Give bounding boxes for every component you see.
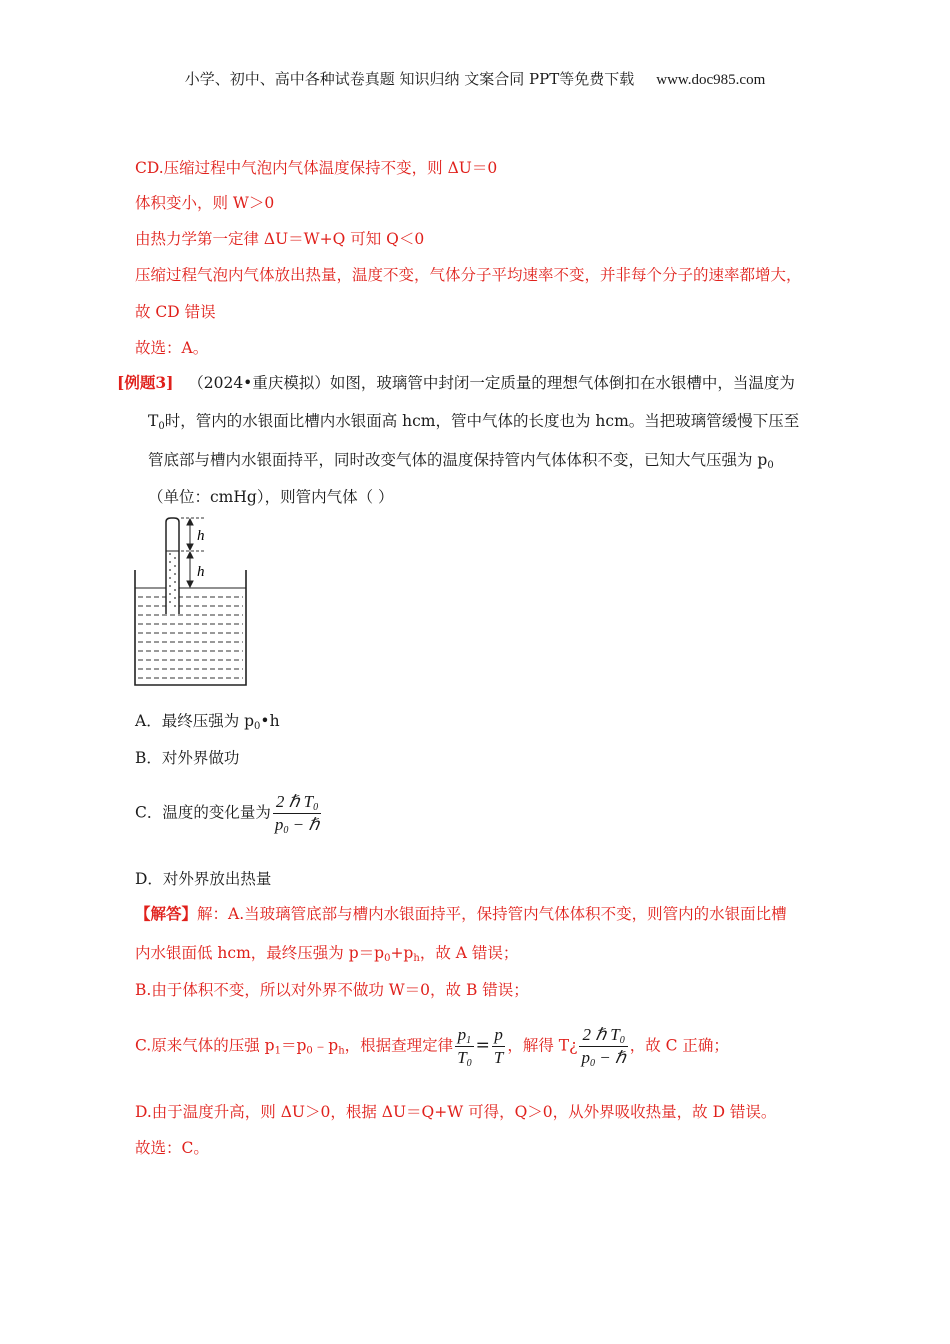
result-fraction bbox=[579, 1025, 627, 1068]
charles-law-fraction-1 bbox=[455, 1025, 473, 1068]
fraction-denominator: p bbox=[274, 815, 284, 834]
fraction-numerator: 2 ℏ T bbox=[275, 792, 314, 811]
symbol-t: T bbox=[148, 412, 159, 430]
answer-text-4d: ，根据查理定律 bbox=[344, 1036, 454, 1055]
answer-tag: 【解答】 bbox=[135, 904, 198, 923]
prev-solution-line-4: 压缩过程气泡内气体放出热量，温度不变，气体分子平均速率不变，并非每个分子的速率都增大， bbox=[135, 266, 802, 284]
answer-text-4f: ，故 C 正确； bbox=[629, 1036, 729, 1055]
option-c[interactable] bbox=[135, 792, 323, 835]
subscript-0: 0 bbox=[466, 1058, 472, 1069]
trough-mercury-hatch bbox=[138, 597, 243, 678]
prev-solution-line-5: 故 CD 错误 bbox=[135, 303, 216, 321]
option-d[interactable]: D．对外界放出热量 bbox=[135, 870, 272, 888]
answer-text-2b: +p bbox=[390, 944, 414, 962]
subscript-0: 0 bbox=[589, 1058, 595, 1069]
fraction-numerator: 2 ℏ T bbox=[582, 1025, 620, 1044]
option-c-text: C．温度的变化量为 bbox=[135, 803, 271, 822]
answer-line-3: B.由于体积不变，所以对外界不做功 W＝0，故 B 错误； bbox=[135, 981, 529, 999]
example-line-1 bbox=[117, 373, 795, 393]
subscript-0: 0 bbox=[619, 1035, 625, 1046]
example-text-3: 管底部与槽内水银面持平，同时改变气体的温度保持管内气体体积不变，已知大气压强为 p bbox=[148, 451, 768, 469]
answer-text-2c: ，故 A 错误； bbox=[419, 944, 519, 962]
fraction-denominator: T bbox=[457, 1048, 467, 1067]
example-line-4: （单位：cmHg），则管内气体（ ） bbox=[148, 488, 394, 506]
subscript-0: 0 bbox=[313, 802, 319, 813]
dimension-arrows bbox=[187, 519, 193, 587]
subscript-1: 1 bbox=[466, 1035, 472, 1046]
option-a-text: A．最终压强为 p bbox=[135, 712, 255, 730]
subscript-0: 0 bbox=[254, 721, 261, 732]
answer-text-2a: 内水银面低 hcm，最终压强为 p＝p bbox=[135, 944, 385, 962]
label-h-top: h bbox=[197, 528, 205, 544]
subscript-0: 0 bbox=[384, 953, 391, 964]
subscript-0: 0 bbox=[283, 825, 289, 836]
header-url[interactable]: www.doc985.com bbox=[656, 72, 766, 88]
fraction-denominator-rest: − ℏ bbox=[288, 815, 320, 834]
header-text: 小学、初中、高中各种试卷真题 知识归纳 文案合同 PPT等免费下载 bbox=[184, 70, 635, 88]
option-c-fraction bbox=[273, 792, 321, 835]
answer-text-1: 解：A.当玻璃管底部与槽内水银面持平，保持管内气体体积不变，则管内的水银面比槽 bbox=[197, 905, 787, 923]
glass-tube bbox=[166, 518, 179, 614]
subscript-0: 0 bbox=[158, 421, 165, 432]
fraction-numerator: p bbox=[494, 1025, 503, 1044]
prev-solution-line-3: 由热力学第一定律 ΔU＝W+Q 可知 Q＜0 bbox=[135, 230, 425, 248]
answer-line-6: 故选：C。 bbox=[135, 1139, 209, 1157]
option-a-suffix: •h bbox=[260, 712, 280, 730]
answer-text-4b: ＝p bbox=[280, 1036, 307, 1055]
subscript-0: 0 bbox=[767, 460, 774, 471]
answer-line-5: D.由于温度升高，则 ΔU＞0，根据 ΔU＝Q+W 可得，Q＞0，从外界吸收热量，故 D 错误。 bbox=[135, 1103, 777, 1121]
fraction-denominator: T bbox=[493, 1048, 504, 1067]
answer-line-2 bbox=[135, 943, 518, 963]
label-h-bottom: h bbox=[197, 564, 205, 580]
trough-outline bbox=[135, 570, 246, 685]
subscript-1: 1 bbox=[274, 1045, 281, 1057]
prev-solution-line-6: 故选：A。 bbox=[135, 339, 209, 357]
example-line-2 bbox=[148, 411, 799, 431]
option-b[interactable]: B．对外界做功 bbox=[135, 749, 240, 767]
subscript-h: h bbox=[338, 1045, 345, 1057]
answer-text-4e: ，解得 T¿ bbox=[507, 1036, 578, 1055]
prev-solution-line-2: 体积变小，则 W＞0 bbox=[135, 194, 275, 212]
option-a[interactable] bbox=[135, 711, 280, 731]
charles-law-fraction-2 bbox=[492, 1025, 505, 1068]
prev-solution-line-1: CD.压缩过程中气泡内气体温度保持不变，则 ΔU＝0 bbox=[135, 159, 498, 177]
example-label: [例题3] bbox=[117, 373, 174, 392]
tube-trough-figure bbox=[128, 514, 258, 690]
answer-text-4a: C.原来气体的压强 p bbox=[135, 1036, 275, 1055]
subscript-h: h bbox=[413, 953, 420, 964]
fraction-denominator: p bbox=[581, 1048, 590, 1067]
example-text-2: 时，管内的水银面比槽内水银面高 hcm，管中气体的长度也为 hcm。当把玻璃管缓慢下压至 bbox=[164, 412, 800, 430]
fraction-denominator-rest: − ℏ bbox=[594, 1048, 626, 1067]
answer-text-4c: ﹣p bbox=[312, 1036, 339, 1055]
answer-line-1 bbox=[135, 904, 787, 924]
answer-line-4 bbox=[135, 1025, 729, 1068]
fraction-numerator: p bbox=[457, 1025, 467, 1044]
page-header bbox=[0, 68, 950, 89]
example-text-1: （2024•重庆模拟）如图，玻璃管中封闭一定质量的理想气体倒扣在水银槽中，当温度为 bbox=[188, 374, 795, 392]
example-line-3 bbox=[148, 450, 774, 470]
subscript-0: 0 bbox=[306, 1045, 313, 1057]
equals-sign: = bbox=[475, 1035, 490, 1056]
